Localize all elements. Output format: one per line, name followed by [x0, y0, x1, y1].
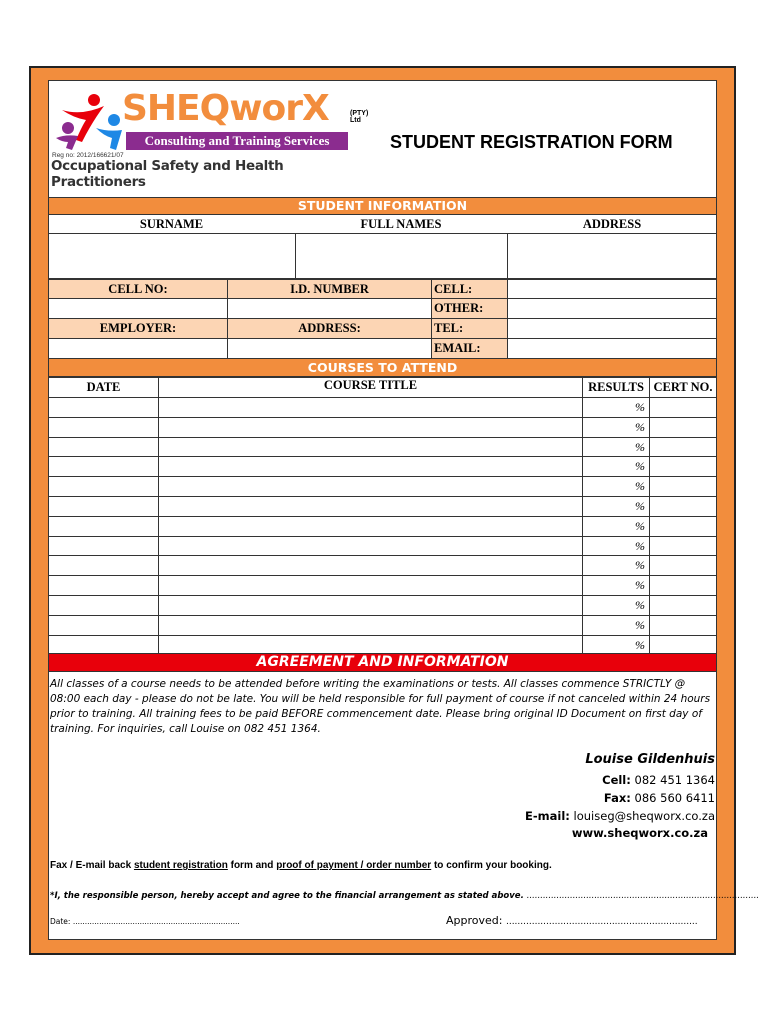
percent-sign: % [635, 598, 645, 612]
contact-fax-value: 086 560 6411 [634, 791, 715, 805]
fax-note-suffix: to confirm your booking. [431, 860, 552, 871]
course-date-cell[interactable] [48, 437, 159, 458]
id-number-label: I.D. NUMBER [227, 279, 432, 299]
course-title-cell[interactable] [158, 437, 583, 458]
course-result-cell[interactable] [582, 555, 650, 576]
date-column-label: DATE [86, 380, 121, 394]
course-cert-cell[interactable] [649, 516, 717, 537]
cell-field[interactable] [507, 279, 717, 299]
agreement-header: AGREEMENT AND INFORMATION [48, 653, 717, 672]
course-title-cell[interactable] [158, 417, 583, 438]
percent-sign: % [635, 499, 645, 513]
date-column-header [48, 377, 159, 398]
id-number-input[interactable] [228, 299, 431, 318]
contact-fax-label: Fax: [603, 791, 631, 805]
tel-field[interactable] [507, 318, 717, 339]
approved-label: Approved: [446, 914, 503, 927]
course-result-cell[interactable] [582, 575, 650, 596]
course-cert-cell[interactable] [649, 417, 717, 438]
course-cert-cell[interactable] [649, 615, 717, 636]
logo-subtitle: Occupational Safety and Health Practitioners [51, 158, 284, 190]
course-result-cell[interactable] [582, 476, 650, 497]
employer-field[interactable] [48, 338, 228, 359]
course-cert-cell[interactable] [649, 575, 717, 596]
course-title-column-header [158, 377, 583, 398]
contact-email-label: E-mail: [525, 809, 570, 823]
contact-email-value[interactable]: louiseg@sheqworx.co.za [573, 809, 715, 823]
course-date-cell[interactable] [48, 496, 159, 517]
course-date-cell[interactable] [48, 516, 159, 537]
course-title-cell[interactable] [158, 575, 583, 596]
course-date-cell[interactable] [48, 456, 159, 477]
course-date-cell[interactable] [48, 555, 159, 576]
course-date-cell[interactable] [48, 397, 159, 418]
course-cert-cell[interactable] [649, 496, 717, 517]
logo-brand: SHEQworX [122, 88, 329, 129]
address-input[interactable] [508, 234, 716, 278]
cell-no-label: CELL NO: [48, 279, 228, 299]
percent-sign: % [635, 479, 645, 494]
agreement-text: All classes of a course needs to be attended before writing the examinations or tests. All classes commence STRICTLY @ 08:00 each day - please do not be late. You will be held responsible for full payment of course if not canceled within 24 hours prior to training. All training fees to be paid BEFORE commencement date. Please bring original ID Document on first day of training. For inquiries, call Louise on 082 451 1364. [50, 678, 711, 735]
contact-website[interactable]: www.sheqworx.co.za [571, 826, 708, 840]
fax-note-link1: student registration [133, 860, 228, 871]
course-cert-cell[interactable] [649, 536, 717, 557]
results-column-label: RESULTS [588, 380, 644, 394]
acceptance-dots[interactable]: ...................................................................................... [526, 891, 760, 901]
contact-cell-label: Cell: [602, 773, 631, 787]
cell-label: CELL: [431, 279, 508, 299]
logo-pty: (PTY) Ltd [350, 110, 369, 124]
logo-tagline-box: Consulting and Training Services [126, 132, 348, 150]
date-label: Date: [50, 917, 71, 926]
fax-note [50, 860, 552, 871]
fax-note-link2: proof of payment / order number [276, 860, 432, 871]
cell-no-input[interactable] [49, 299, 227, 318]
course-cert-cell[interactable] [649, 595, 717, 616]
email-field[interactable] [507, 338, 717, 359]
course-title-cell[interactable] [158, 536, 583, 557]
course-title-cell[interactable] [158, 516, 583, 537]
course-cert-cell[interactable] [649, 397, 717, 418]
surname-header: SURNAME [139, 217, 204, 231]
logo [50, 88, 380, 190]
percent-sign: % [635, 578, 645, 593]
other-field[interactable] [507, 298, 717, 319]
cert-no-column-header [649, 377, 717, 398]
contact-cell [602, 773, 715, 787]
course-title-cell[interactable] [158, 476, 583, 497]
date-dots[interactable]: ...................................................................... [72, 917, 240, 926]
percent-sign: % [635, 419, 645, 434]
contact-name: Louise Gildenhuis [585, 752, 715, 767]
acceptance-text: *I, the responsible person, hereby accept and agree to the financial arrangement as stated above. [50, 891, 524, 901]
form-title: STUDENT REGISTRATION FORM [390, 132, 673, 152]
course-date-cell[interactable] [48, 595, 159, 616]
contact-email [525, 809, 715, 823]
course-title-cell[interactable] [158, 456, 583, 477]
email-input[interactable] [508, 339, 716, 358]
percent-sign: % [635, 518, 645, 533]
full-names-input[interactable] [296, 234, 507, 278]
logo-figures-icon [52, 92, 124, 154]
course-result-cell[interactable] [582, 595, 650, 616]
course-cert-cell[interactable] [649, 456, 717, 477]
course-result-cell[interactable] [582, 536, 650, 557]
course-date-cell[interactable] [48, 476, 159, 497]
percent-sign: % [635, 637, 645, 652]
employer-address-field[interactable] [227, 338, 432, 359]
approved-dots[interactable]: ................................................................... [505, 917, 698, 927]
course-date-cell[interactable] [48, 536, 159, 557]
course-date-cell[interactable] [48, 575, 159, 596]
course-cert-cell[interactable] [649, 476, 717, 497]
other-label: OTHER: [431, 298, 508, 319]
courses-to-attend-header: COURSES TO ATTEND [48, 358, 717, 377]
course-cert-cell[interactable] [649, 437, 717, 458]
employer-address-label: ADDRESS: [227, 318, 432, 339]
course-cert-cell[interactable] [649, 555, 717, 576]
course-title-cell[interactable] [158, 555, 583, 576]
course-date-cell[interactable] [48, 615, 159, 636]
contact-fax [604, 791, 715, 805]
course-title-cell[interactable] [158, 595, 583, 616]
course-result-cell[interactable] [582, 496, 650, 517]
employer-input[interactable] [49, 339, 227, 358]
percent-sign: % [635, 538, 645, 553]
acceptance-statement [50, 891, 759, 901]
course-result-cell[interactable] [582, 437, 650, 458]
surname-input[interactable] [49, 234, 295, 278]
course-date-cell[interactable] [48, 417, 159, 438]
cert-no-column-label: CERT NO. [653, 380, 713, 394]
course-title-column-label: COURSE TITLE [323, 378, 418, 392]
id-number-field[interactable] [227, 298, 432, 319]
course-title-cell[interactable] [158, 496, 583, 517]
surname-field[interactable] [48, 233, 296, 279]
percent-sign: % [635, 439, 645, 454]
course-result-cell[interactable] [582, 417, 650, 438]
other-input[interactable] [508, 299, 716, 318]
address-header: ADDRESS [582, 217, 642, 231]
course-result-cell[interactable] [582, 456, 650, 477]
cell-no-field[interactable] [48, 298, 228, 319]
employer-address-input[interactable] [228, 339, 431, 358]
email-label: EMAIL: [431, 338, 508, 359]
student-information-header: STUDENT INFORMATION [48, 197, 717, 215]
fax-note-mid: form and [227, 860, 277, 871]
tel-input[interactable] [508, 319, 716, 338]
cell-input[interactable] [508, 280, 716, 298]
date-line[interactable] [50, 917, 240, 926]
percent-sign: % [635, 459, 645, 474]
full-names-header: FULL NAMES [360, 217, 442, 231]
contact-cell-value: 082 451 1364 [634, 773, 715, 787]
percent-sign: % [635, 617, 645, 632]
approved-line[interactable] [446, 914, 698, 927]
course-result-cell[interactable] [582, 615, 650, 636]
address-field[interactable] [507, 233, 717, 279]
course-result-cell[interactable] [582, 397, 650, 418]
tel-label: TEL: [431, 318, 508, 339]
results-column-header [582, 377, 650, 398]
employer-label: EMPLOYER: [48, 318, 228, 339]
percent-sign: % [635, 400, 645, 414]
full-names-field[interactable] [295, 233, 508, 279]
logo-reg-no: Reg no: 2012/166621/07 [52, 152, 124, 159]
fax-note-prefix: Fax / E-mail back [50, 860, 134, 871]
course-result-cell[interactable] [582, 516, 650, 537]
course-title-cell[interactable] [158, 397, 583, 418]
course-title-cell[interactable] [158, 615, 583, 636]
percent-sign: % [635, 558, 645, 573]
